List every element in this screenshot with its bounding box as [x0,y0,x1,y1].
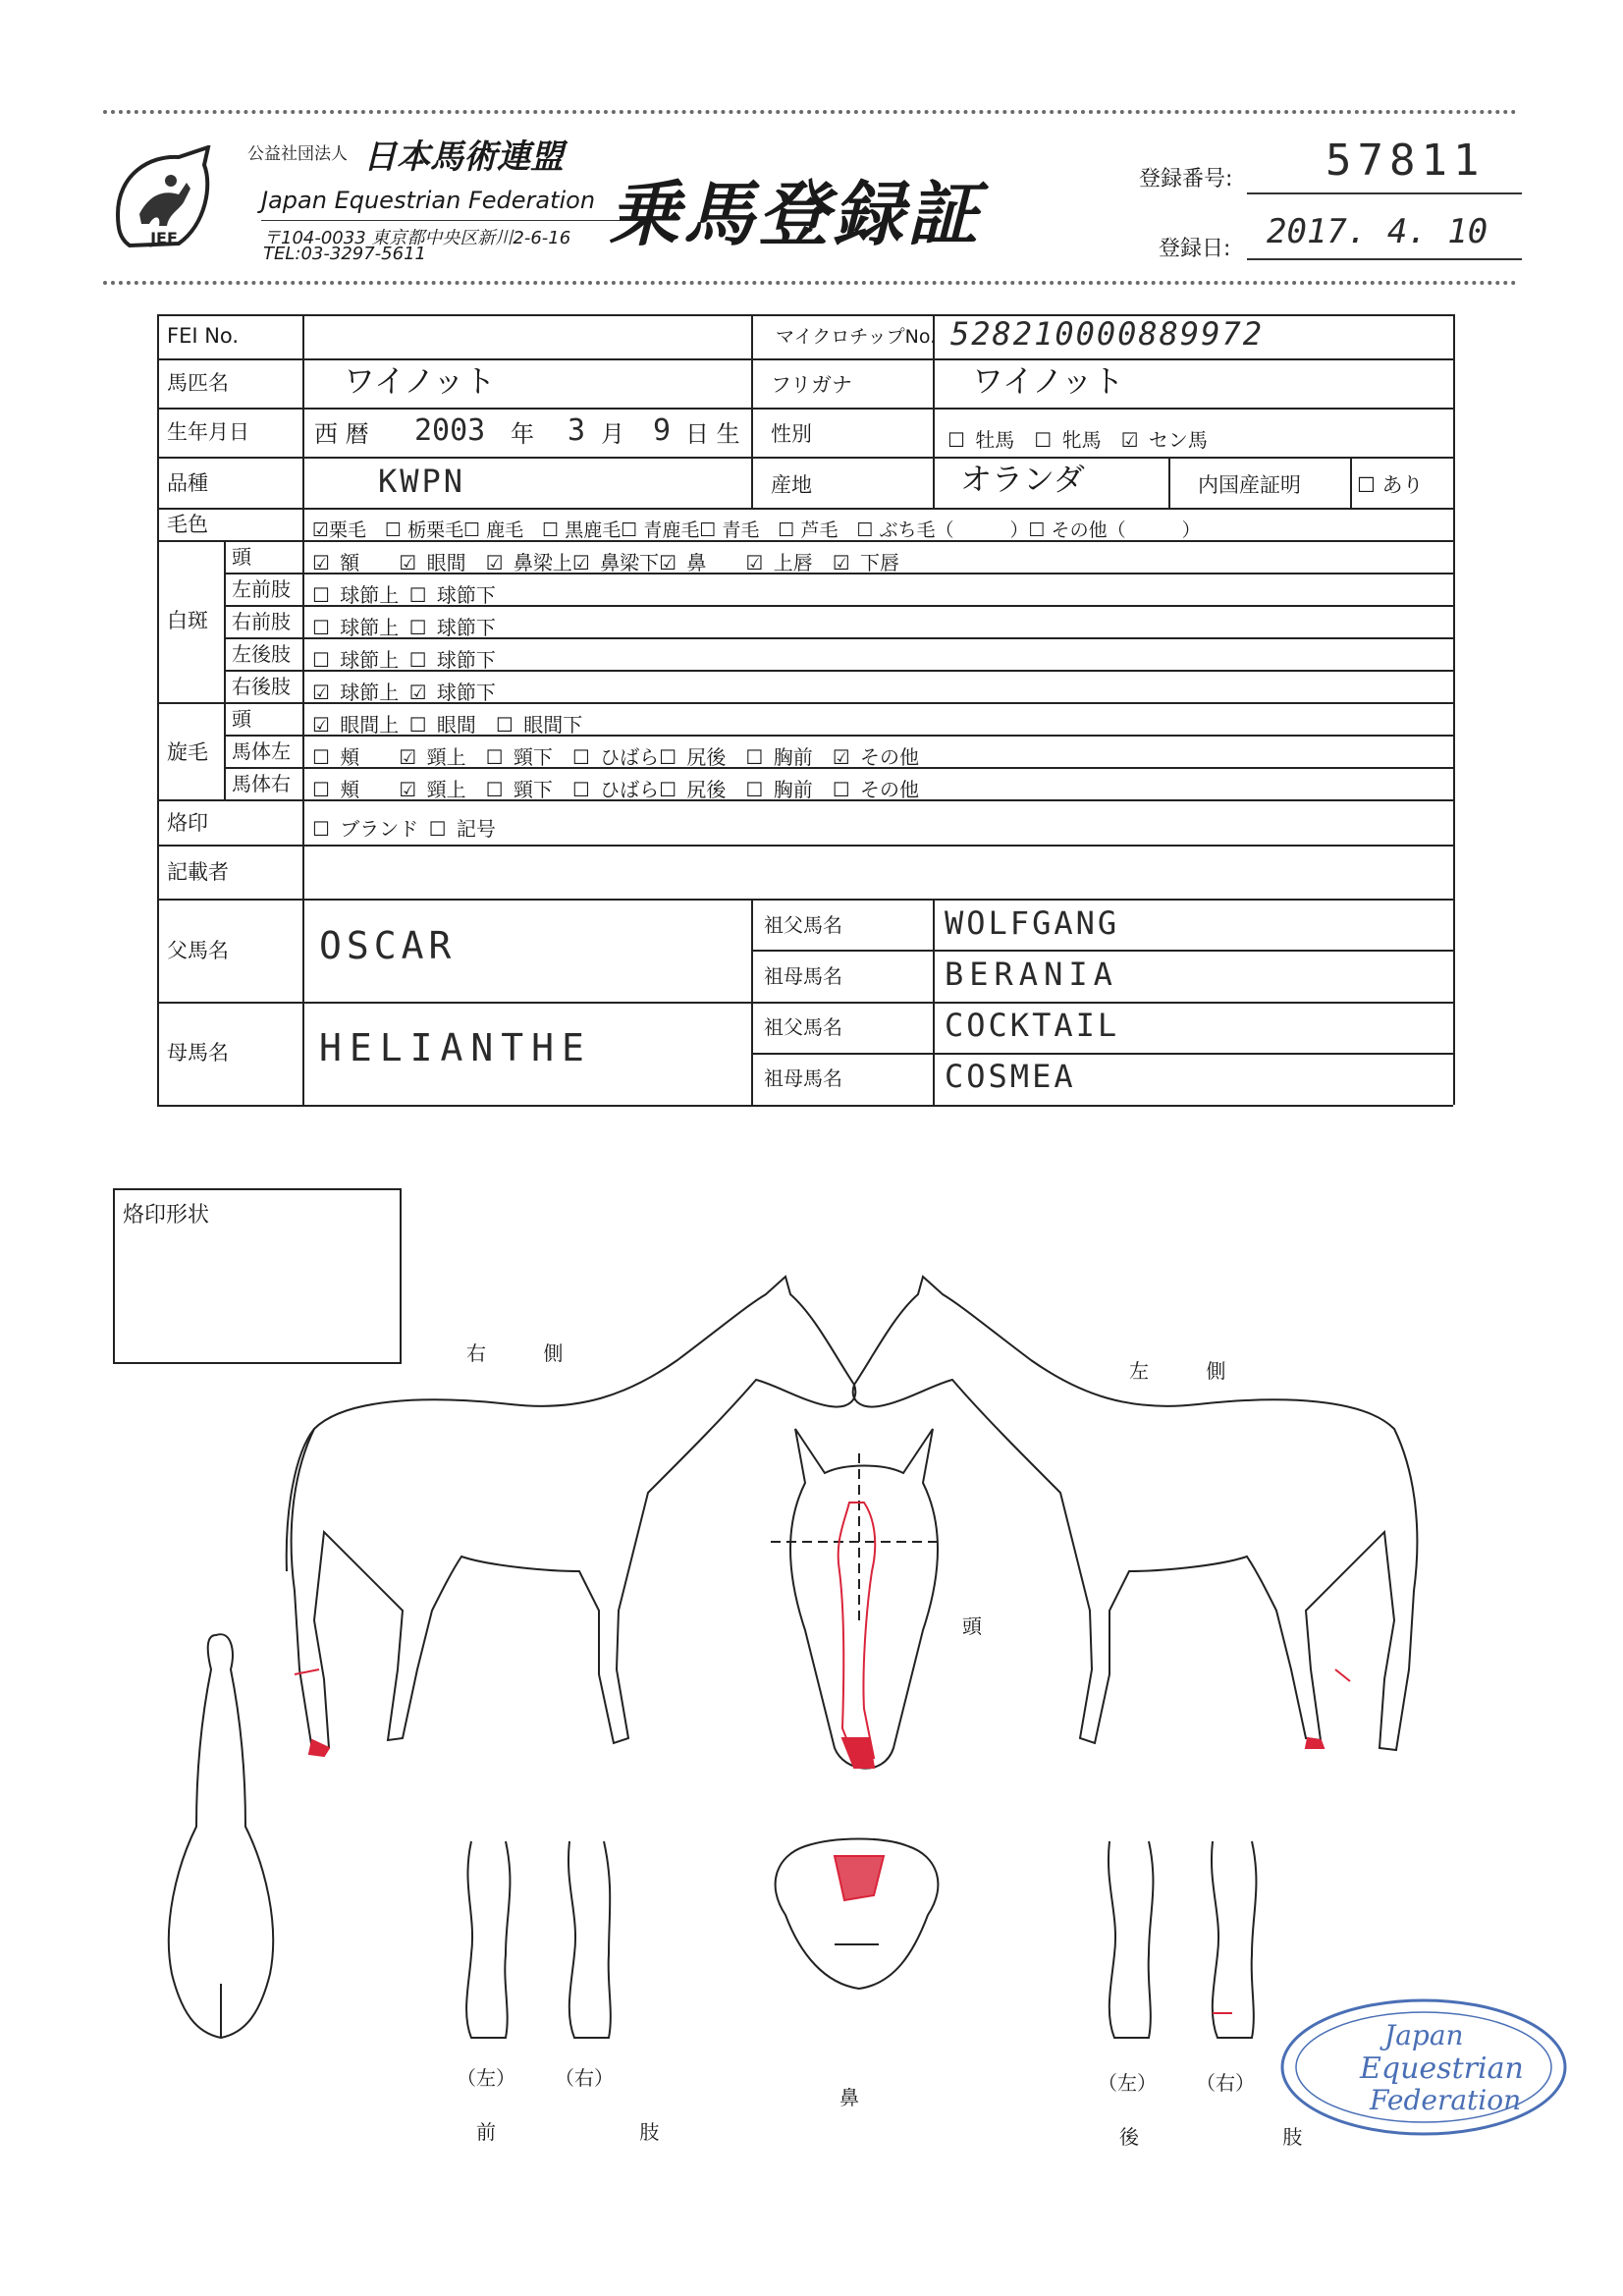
origin-label: 産地 [771,473,812,497]
org-kind: 公益社団法人 [247,144,348,164]
hind-limbs-drawing [1109,1841,1256,2038]
coat-color-options[interactable]: ☑栗毛 ☐ 栃栗毛☐ 鹿毛 ☐ 黒鹿毛☐ 青鹿毛☐ 青毛 ☐ 芦毛 ☐ ぶち毛（ ）☐ その他（ ） [312,519,1201,541]
breed-value: KWPN [378,463,466,500]
fore-limbs-label: 前 肢 [476,2120,729,2144]
left-side-horse-drawing [853,1277,1418,1750]
brand-label: 烙印 [167,811,208,835]
org-name-en: Japan Equestrian Federation [261,187,596,214]
dam-grandsire-value: COCKTAIL [945,1007,1120,1044]
sire-value: OSCAR [319,924,457,967]
dam-granddam-value: COSMEA [945,1058,1076,1095]
coat-color-label: 毛色 [167,513,208,536]
brand-options[interactable]: ☐ ブランド ☐ 記号 [312,817,496,841]
domestic-cert-label: 内国産証明 [1198,473,1301,497]
sire-grandsire-value: WOLFGANG [945,904,1120,942]
month-unit: 月 [601,420,624,448]
white-part-head: 頭 [232,545,251,569]
head-front-drawing [771,1429,943,1769]
white-options-head[interactable]: ☑ 額 ☑ 眼間 ☑ 鼻梁上☑ 鼻梁下☑ 鼻 ☑ 上唇 ☑ 下唇 [312,551,900,574]
left-side-label: 左 側 [1129,1359,1252,1383]
white-markings-label: 白斑 [167,609,208,632]
white-options-right-hind[interactable]: ☑ 球節上 ☑ 球節下 [312,681,496,704]
white-marking-annotations [295,1503,1350,2013]
org-name-ja: 日本馬術連盟 [363,137,564,177]
sire-grandsire-label: 祖父馬名 [764,913,842,937]
origin-value: オランダ [960,461,1085,498]
white-options-left-fore[interactable]: ☐ 球節上 ☐ 球節下 [312,583,496,607]
org-address: 〒104-0033 東京都中央区新川2-6-16 [263,228,571,248]
furigana-label: フリガナ [771,373,852,397]
hind-left-paren: （左） [1098,2071,1157,2095]
whorl-options-body-right[interactable]: ☐ 頬 ☑ 頸上 ☐ 頸下 ☐ ひばら☐ 尻後 ☐ 胸前 ☐ その他 [312,778,920,801]
hair-whorls-label: 旋毛 [167,740,208,764]
fore-left-paren: （左） [457,2066,515,2090]
muzzle-view-label: 鼻 [839,2086,859,2109]
white-part-left-hind: 左後肢 [232,642,291,666]
right-side-horse-drawing [287,1277,856,1750]
fei-label: FEI No. [167,324,240,348]
sire-granddam-value: BERANIA [945,956,1118,993]
recorder-label: 記載者 [167,860,229,884]
dam-label: 母馬名 [167,1041,229,1065]
horse-name-value: ワイノット [344,362,496,400]
registration-number-label: 登録番号: [1139,167,1233,191]
dam-grandsire-label: 祖父馬名 [764,1015,842,1039]
whorl-part-body-right: 馬体右 [232,772,291,795]
horse-name-label: 馬匹名 [167,371,229,395]
whorl-part-head: 頭 [232,707,251,731]
registration-date-label: 登録日: [1159,237,1231,261]
dam-value: HELIANTHE [319,1026,592,1069]
sire-label: 父馬名 [167,939,229,962]
whorl-part-body-left: 馬体左 [232,739,291,763]
org-tel: TEL:03-3297-5611 [263,244,426,264]
jef-seal-stamp [1276,1994,1571,2141]
document-title: 乗馬登録証 [609,173,983,255]
microchip-label: マイクロチップNo. [776,326,937,348]
registration-number: 57811 [1325,136,1486,186]
sex-label: 性別 [771,422,812,446]
fore-limbs-drawing [466,1841,611,2038]
stamp-line-1: Japan [1384,2019,1464,2051]
microchip-value: 528210000889972 [950,315,1264,353]
white-part-right-fore: 右前肢 [232,610,291,633]
birth-year: 2003 [414,413,486,448]
hind-limbs-label: 後 肢 [1119,2125,1372,2149]
white-options-left-hind[interactable]: ☐ 球節上 ☐ 球節下 [312,648,496,672]
birth-date-label: 生年月日 [167,420,249,444]
head-view-label: 頭 [962,1614,982,1638]
sex-options[interactable]: ☐ 牡馬 ☐ 牝馬 ☑ セン馬 [947,428,1208,452]
hind-right-paren: （右） [1196,2071,1255,2095]
birth-day: 9 [653,413,672,448]
sire-granddam-label: 祖母馬名 [764,964,842,988]
day-unit: 日 生 [685,420,740,448]
stamp-line-2: Equestrian [1360,2051,1524,2086]
top-view-drawing [169,1634,273,2038]
fore-right-paren: （右） [555,2066,614,2090]
white-part-right-hind: 右後肢 [232,675,291,698]
whorl-options-body-left[interactable]: ☐ 頬 ☑ 頸上 ☐ 頸下 ☐ ひばら☐ 尻後 ☐ 胸前 ☑ その他 [312,745,920,769]
furigana-value: ワイノット [972,362,1124,400]
stamp-line-3: Federation [1370,2084,1522,2116]
whorl-options-head[interactable]: ☑ 眼間上 ☐ 眼間 ☐ 眼間下 [312,713,583,737]
white-options-right-fore[interactable]: ☐ 球節上 ☐ 球節下 [312,616,496,639]
birth-era: 西 暦 [314,420,369,448]
logo-text: JEF [150,229,178,247]
right-side-label: 右 側 [466,1341,589,1365]
year-unit: 年 [511,420,534,448]
registration-date: 2017. 4. 10 [1267,212,1488,251]
white-part-left-fore: 左前肢 [232,577,291,601]
domestic-cert-option[interactable]: ☐ あり [1357,473,1424,497]
birth-month: 3 [568,413,586,448]
breed-label: 品種 [167,471,208,495]
dam-granddam-label: 祖母馬名 [764,1066,842,1090]
brand-shape-label: 烙印形状 [123,1203,210,1228]
